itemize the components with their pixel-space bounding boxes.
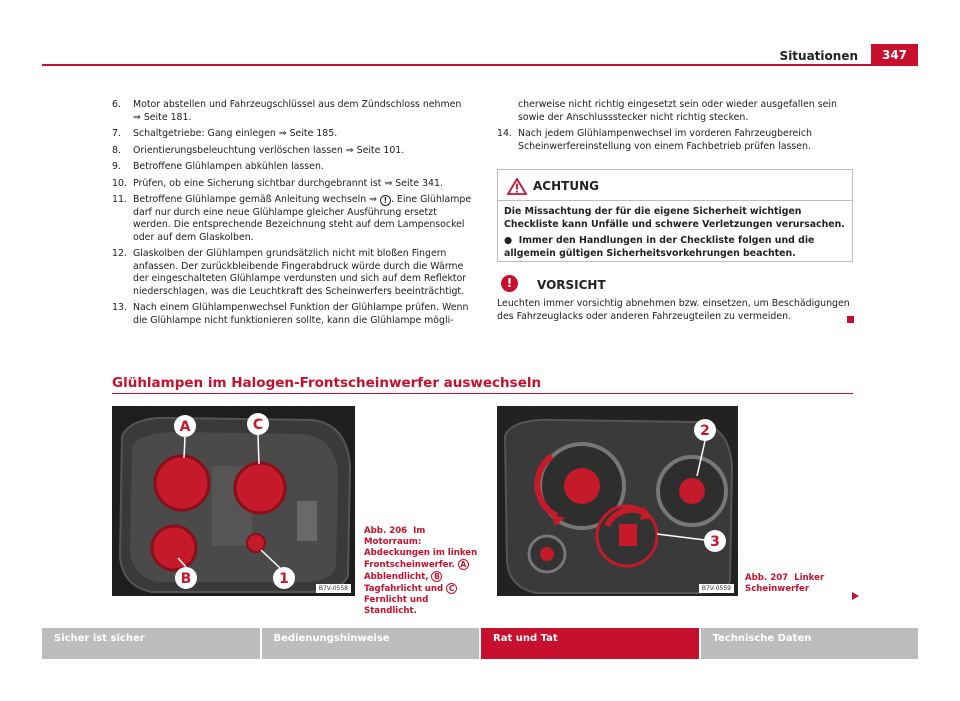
step-7: 7. Schaltgetriebe: Gang einlegen ⇒ Seite 185. [112,128,338,139]
bullet-icon: ● [504,235,519,246]
warning-icon: ! [380,195,391,206]
section-title: Glühlampen im Halogen-Frontscheinwerfer auswechseln [112,375,542,391]
label-1: 1 [279,571,289,587]
label-2: 2 [700,423,710,439]
tab-technische-daten[interactable]: Technische Daten [701,628,919,659]
caution-paragraph-2: ● Immer den Handlungen in der Checkliste folgen und die allgemein gültigen Sicherheitsvorkehrungen beachten. [504,235,815,259]
right-column [497,99,853,157]
figure-code: B7V-0558 [316,584,351,593]
step-12: 12. Glaskolben der Glühlampen grundsätzlich nicht mit bloßen Fingern anfassen. Der zurückbleibende Fingerabdruck würde durch die Wärme der eingeschalteten Glühlampe verdunsten und sich auf dem Reflektor niederschlagen, was die Leuchtkraft des Scheinwerfers beeinträchtigt. [112,248,467,297]
tab-sicher-ist-sicher[interactable]: Sicher ist sicher [42,628,260,659]
caution-paragraph-1: Die Missachtung der für die eigene Sicherheit wichtigen Checkliste kann Unfälle und schwere Verletzungen verursachen. [504,206,845,230]
step-9: 9. Betroffene Glühlampen abkühlen lassen. [112,161,324,172]
page-number: 347 [871,44,918,66]
note-title: VORSICHT [537,278,606,292]
figure-code: B7V-0559 [699,584,734,593]
step-11: 11. Betroffene Glühlampe gemäß Anleitung wechseln ⇒ ! . Eine Glühlampe darf nur durch eine neue Glühlampe gleicher Ausführung ersetzt werden. Die entsprechende Bezeichnung steht auf dem Lampensockel oder auf dem Glaskolben. [112,194,472,243]
exclamation-circle-icon: ! [501,275,518,292]
note-header [497,272,697,294]
label-a: A [179,419,191,435]
caution-body [498,201,852,269]
step-14: 14. Nach jedem Glühlampenwechsel im vorderen Fahrzeugbereich Scheinwerfereinstellung von einem Fachbetrieb prüfen lassen. [497,128,812,152]
step-10: 10. Prüfen, ob eine Sicherung sichtbar durchgebrannt ist ⇒ Seite 341. [112,177,443,189]
chapter-title: Situationen [779,49,858,63]
figure-207-caption: Abb. 207 Linker Scheinwerfer [745,573,825,594]
caution-box [497,169,853,262]
circle-c-icon: C [446,583,457,594]
caution-title: ACHTUNG [533,179,599,193]
step-8: 8. Orientierungsbeleuchtung verlöschen lassen ⇒ Seite 101. [112,144,405,156]
step-13: 13. Nach einem Glühlampenwechsel Funktion der Glühlampe prüfen. Wenn die Glühlampe nicht funktionieren sollte, kann die Glühlampe mögli- [112,302,469,326]
note-text: Leuchten immer vorsichtig abnehmen bzw. einsetzen, um Beschädigungen des Fahrzeuglacks oder anderen Fahrzeugteilen zu vermeiden. [497,298,850,322]
label-b: B [180,571,192,587]
caution-header [498,170,852,201]
label-c: C [252,417,264,433]
continue-arrow-icon [852,592,859,600]
circle-a-icon: A [458,559,469,570]
footer-navigation [42,628,918,659]
tab-bedienungshinweise[interactable]: Bedienungshinweise [262,628,480,659]
tab-rat-und-tat[interactable]: Rat und Tat [481,628,699,659]
left-column [112,99,472,331]
left-headlight-illustration [497,406,738,596]
header-rule [42,64,918,66]
figure-206-caption: Abb. 206 Im Motorraum: Abdeckungen im linken Frontscheinwerfer. A Abblendlicht, B Tagfahrlicht und C Fernlicht und Standlicht. [364,526,478,616]
figure-left-headlight [497,406,738,596]
section-rule [112,393,853,394]
circle-b-icon: B [431,571,442,582]
label-3: 3 [710,534,720,550]
section-end-square-icon [847,316,854,323]
figure-headlight-covers [112,406,355,596]
step-6: 6. Motor abstellen und Fahrzeugschlüssel aus dem Zündschloss nehmen ⇒ Seite 181. [112,99,462,123]
headlight-covers-illustration [112,406,355,596]
step-13-continuation: cherweise nicht richtig eingesetzt sein oder wieder ausgefallen sein sowie der Anschlussstecker nicht richtig stecken. [518,99,837,123]
warning-triangle-icon [507,178,527,199]
